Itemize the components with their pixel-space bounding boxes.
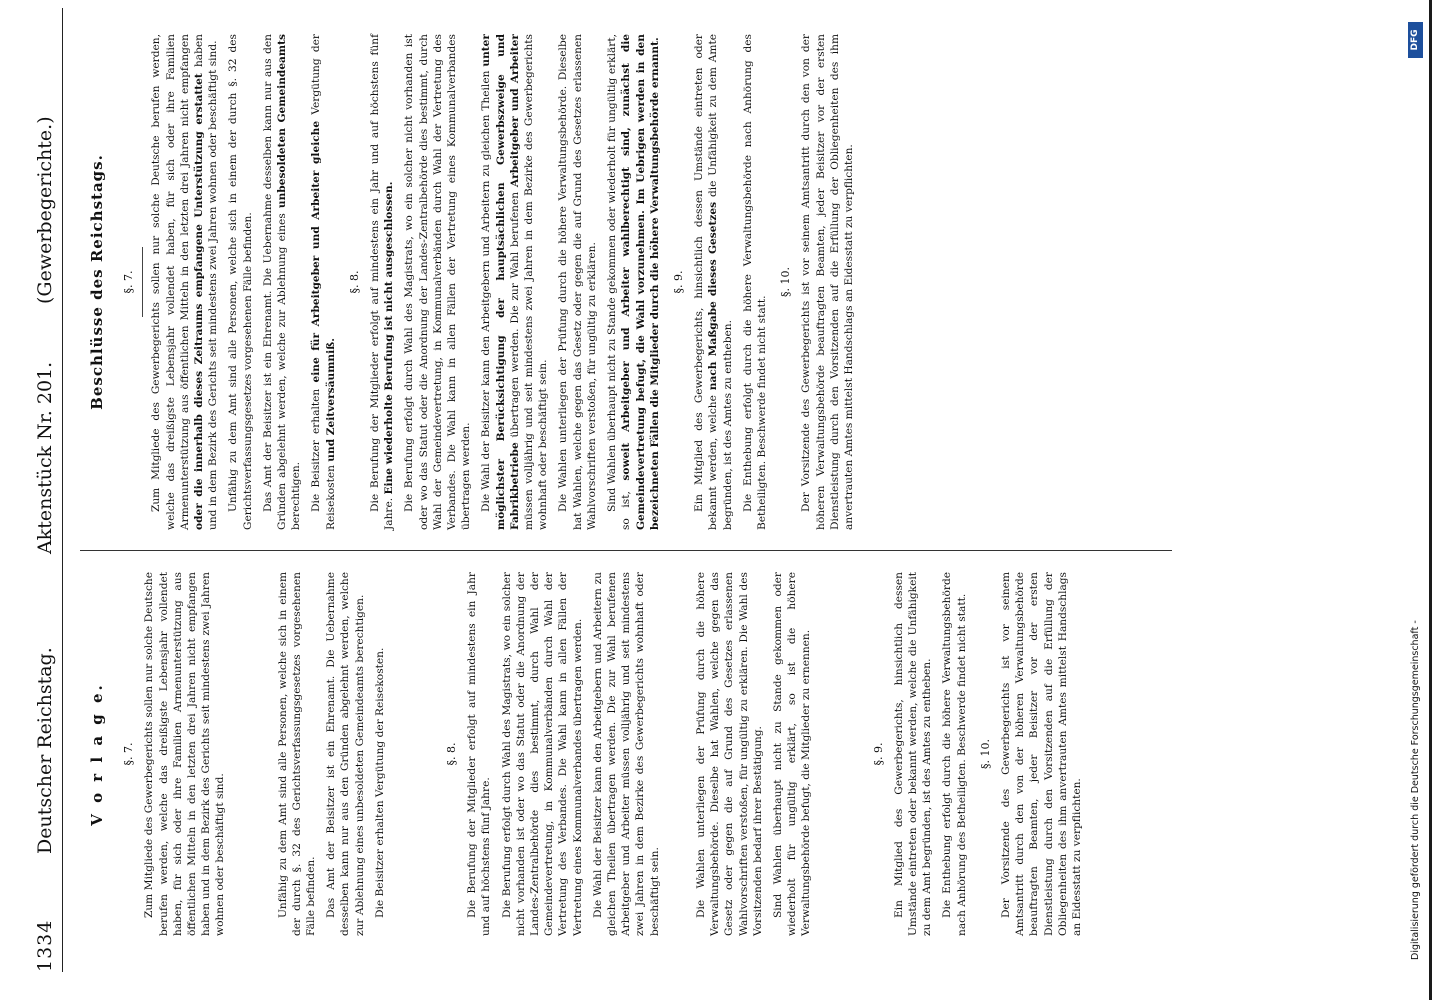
left-s10-paragraph-1: Der Vorsitzende des Gewerbegerichts ist vor seinem Amtsantritt durch den von der höheren Verwaltungsbehörde beauftragten Beamten, jeder Beisitzer vor der ersten Dienstleistung durch den Vorsitzenden auf die Erfüllung der Obliegenheiten des ihm anvertrauten Amtes mittelst Handschlags an Eidesstatt zu verpflichten. bbox=[999, 572, 1083, 936]
left-s7-paragraph-1: Zum Mitgliede des Gewerbegerichts sollen nur solche Deutsche berufen werden, welche das dreißigste Lebensjahr vollendet haben, für sich oder ihre Familien Armenunterstützung aus öffentlichen Mitteln in den letzten drei Jahren nicht empfangen haben und in dem Bezirk des Gerichts seit mindestens zwei Jahren wohnen oder beschäftigt sind. bbox=[143, 572, 227, 936]
right-s8-paragraph-3: Die Wahl der Beisitzer kann den Arbeitgebern und Arbeitern zu gleichen Theilen unter möglichster Berücksichtigung der hauptsächlichen Gewerbszweige und Fabrikbetriebe übertragen werden. Die zur Wahl berufenen Arbeitgeber und Arbeiter müssen volljährig und seit mindestens zwei Jahren in dem Bezirke des Gewerbegerichts wohnhaft oder beschäftigt sein. bbox=[480, 33, 550, 530]
digitization-note bbox=[1408, 20, 1428, 960]
amendment-text: unter möglichster Berücksichtigung der hauptsächlichen Gewerbszweige und Fabrikbetriebe bbox=[480, 34, 521, 530]
left-s9-paragraph-1: Ein Mitglied des Gewerbegerichts, hinsichtlich dessen Umstände eintreten oder bekannt werden, welche die Unfähigkeit zu dem Amt begründen, ist des Amtes zu entheben. bbox=[892, 572, 934, 936]
left-section-7-title: §. 7. bbox=[122, 742, 136, 766]
amendment-text: oder die innerhalb dieses Zeitraums empfangene Unterstützung erstattet bbox=[193, 73, 206, 530]
header-document-number: Aktenstück Nr. 201. bbox=[34, 361, 56, 554]
page-header bbox=[28, 8, 63, 972]
left-s8-paragraph-2: Die Berufung erfolgt durch Wahl des Magistrats, wo ein solcher nicht vorhanden ist oder wo das Statut oder die Anordnung der Landes-Zentralbehörde dies bestimmt, durch Wahl der Gemeindevertretung, in Kommunalverbänden durch Wahl der Vertretung des Verbandes. Die Wahl kann in allen Fällen der Vertretung eines Kommunalverbandes übertragen werden. bbox=[500, 572, 584, 936]
amendment-text: nach Maßgabe dieses Gesetzes bbox=[707, 201, 720, 391]
right-s7-paragraph-4: Die Beisitzer erhalten eine für Arbeitgeber und Arbeiter gleiche Vergütung der Reisekosten und Zeitversäumniß. bbox=[310, 34, 337, 530]
column-divider bbox=[80, 550, 1172, 551]
right-s10-paragraph-1: Der Vorsitzende des Gewerbegerichts ist vor seinem Amtsantritt durch den von der höheren Verwaltungsbehörde beauftragten Beamten, jeder Beisitzer vor der ersten Dienstleistung durch den Vorsitzenden auf die Erfüllung der Obliegenheiten des ihm anvertrauten Amtes mittelst Handschlags an Eidesstatt zu verpflichten. bbox=[800, 34, 855, 530]
left-s8-paragraph-1: Die Berufung der Mitglieder erfolgt auf mindestens ein Jahr und auf höchstens fünf Jahre. bbox=[466, 572, 493, 936]
right-s7-paragraph-3: Das Amt der Beisitzer ist ein Ehrenamt. Die Uebernahme desselben kann nur aus den Gründen abgelehnt werden, welche zur Ablehnung eines unbesoldeten Gemeindeamts berechtigen. bbox=[261, 34, 303, 530]
amendment-text: Eine wiederholte Berufung ist nicht ausgeschlossen. bbox=[383, 181, 396, 495]
right-column-heading: Beschlüsse des Reichstags. bbox=[88, 154, 106, 410]
right-s9-paragraph-1: Ein Mitglied des Gewerbegerichts, hinsichtlich dessen Umstände eintreten oder bekannt werden, welche nach Maßgabe dieses Gesetzes die Unfähigkeit zu dem Amte begründen, ist des Amtes zu entheben. bbox=[693, 34, 734, 530]
left-s8-paragraph-5: Sind Wahlen überhaupt nicht zu Stande gekommen oder wiederholt für ungültig erklärt, so ist die höhere Verwaltungsbehörde befugt, die Mitglieder zu ernennen. bbox=[771, 572, 813, 936]
left-s7-paragraph-3: Das Amt der Beisitzer ist ein Ehrenamt. Die Uebernahme desselben kann nur aus den Gründen abgelehnt werden, welche zur Ablehnung eines unbesoldeten Gemeindeamts berechtigen. bbox=[325, 572, 366, 936]
amendment-text: und Zeitversäumniß. bbox=[324, 338, 337, 462]
left-section-10-title: §. 10. bbox=[978, 739, 992, 769]
left-section-8-title: §. 8. bbox=[445, 742, 459, 766]
right-s8-paragraph-5: Sind Wahlen überhaupt nicht zu Stande gekommen oder wiederholt für ungültig erklärt, so ist, soweit Arbeitgeber und Arbeiter wahlberechtigt sind, zunächst die Gemeindevertretung befugt, die Wahl vorzunehmen. Im Uebrigen werden in den bezeichneten Fällen die Mitglieder durch die höhere Verwaltungsbehörde ernannt. bbox=[606, 33, 661, 530]
header-section: (Gewerbegerichte.) bbox=[34, 116, 56, 304]
amendment-text: eine für Arbeitgeber und Arbeiter gleiche bbox=[310, 120, 323, 383]
right-section-7-title: §. 7. bbox=[122, 270, 136, 294]
digitization-note-text: Digitalisierung gefördert durch die Deutsche Forschungsgemeinschaft - bbox=[1410, 620, 1421, 960]
left-column-vorlage bbox=[84, 572, 1372, 936]
right-s7-paragraph-2: Unfähig zu dem Amt sind alle Personen, welche sich in einem der durch §. 32 des Gerichtsverfassungsgesetzes vorgesehenen Fälle befinden. bbox=[227, 34, 254, 530]
header-title: Deutscher Reichstag. bbox=[34, 647, 56, 854]
page-number: 1334 bbox=[34, 919, 56, 972]
dfg-logo: DFG bbox=[1408, 22, 1423, 58]
section-rule bbox=[142, 247, 143, 317]
amendment-text: soweit Arbeitgeber und Arbeiter wahlberechtigt sind, zunächst die Gemeindevertretung befugt, die Wahl vorzunehmen. Im Uebrigen werden in den bezeichneten Fällen die Mitglieder durch die höhere Verwaltungsbehörde ernannt. bbox=[620, 33, 661, 530]
right-s8-paragraph-4: Die Wahlen unterliegen der Prüfung durch die höhere Verwaltungsbehörde. Dieselbe hat Wahlen, welche gegen das Gesetz oder gegen die auf Grund des Gesetzes erlassenen Wahlvorschriften verstoßen, für ungültig zu erklären. bbox=[557, 34, 598, 530]
right-s8-paragraph-1: Die Berufung der Mitglieder erfolgt auf mindestens ein Jahr und auf höchstens fünf Jahre. Eine wiederholte Berufung ist nicht ausgeschlossen. bbox=[369, 34, 396, 530]
right-s8-paragraph-2: Die Berufung erfolgt durch Wahl des Magistrats, wo ein solcher nicht vorhanden ist oder wo das Statut oder die Anordnung der Landes-Zentralbehörde dies bestimmt, durch Wahl der Gemeindevertretung, in Kommunalverbänden durch Wahl der Vertretung des Verbandes. Die Wahl kann in allen Fällen der Vertretung eines Kommunalverbandes übertragen werden. bbox=[403, 34, 473, 530]
amendment-text: unbesoldeten Gemeindeamts bbox=[276, 34, 289, 209]
left-column-heading: V o r l a g e. bbox=[88, 682, 106, 826]
left-section-9-title: §. 9. bbox=[871, 742, 885, 766]
left-s9-paragraph-2: Die Enthebung erfolgt durch die höhere Verwaltungsbehörde nach Anhörung des Betheiligten. Beschwerde findet nicht statt. bbox=[941, 572, 968, 936]
left-s8-paragraph-3: Die Wahl der Beisitzer kann den Arbeitgebern und Arbeitern zu gleichen Theilen übertragen werden. Die zur Wahl berufenen Arbeitgeber und Arbeiter müssen volljährig und seit mindestens zwei Jahren in dem Bezirke des Gewerbegerichts wohnhaft oder beschäftigt sein. bbox=[591, 572, 661, 936]
right-s7-paragraph-1: Zum Mitgliede des Gewerbegerichts sollen nur solche Deutsche berufen werden, welche das dreißigste Lebensjahr vollendet haben, für sich oder ihre Familien Armenunterstützung aus öffentlichen Mitteln in den letzten drei Jahren nicht empfangen oder die innerhalb dieses Zeitraums empfangene Unterstützung erstattet haben und in dem Bezirk des Gerichts seit mindestens zwei Jahren wohnen oder beschäftigt sind. bbox=[150, 34, 220, 530]
left-s8-paragraph-4: Die Wahlen unterliegen der Prüfung durch die höhere Verwaltungsbehörde. Dieselbe hat Wahlen, welche gegen das Gesetz oder gegen die auf Grund des Gesetzes erlassenen Wahlvorschriften verstoßen, für ungültig zu erklären. Die Wahl des Vorsitzenden bedarf ihrer Bestätigung. bbox=[694, 572, 764, 936]
right-column-beschluesse bbox=[84, 34, 1372, 530]
right-s9-paragraph-2: Die Enthebung erfolgt durch die höhere Verwaltungsbehörde nach Anhörung des Betheiligten. Beschwerde findet nicht statt. bbox=[741, 34, 768, 530]
left-s7-paragraph-4: Die Beisitzer erhalten Vergütung der Reisekosten. bbox=[373, 647, 386, 918]
amendment-text: Arbeitgeber und Arbeiter bbox=[508, 33, 521, 188]
right-section-9-title: §. 9. bbox=[671, 270, 685, 294]
right-section-10-title: §. 10. bbox=[779, 267, 793, 297]
left-s7-paragraph-2: Unfähig zu dem Amt sind alle Personen, welche sich in einem der durch §. 32 des Gerichtsverfassungsgesetzes vorgesehenen Fälle befinden. bbox=[276, 572, 318, 936]
right-section-8-title: §. 8. bbox=[347, 270, 361, 294]
